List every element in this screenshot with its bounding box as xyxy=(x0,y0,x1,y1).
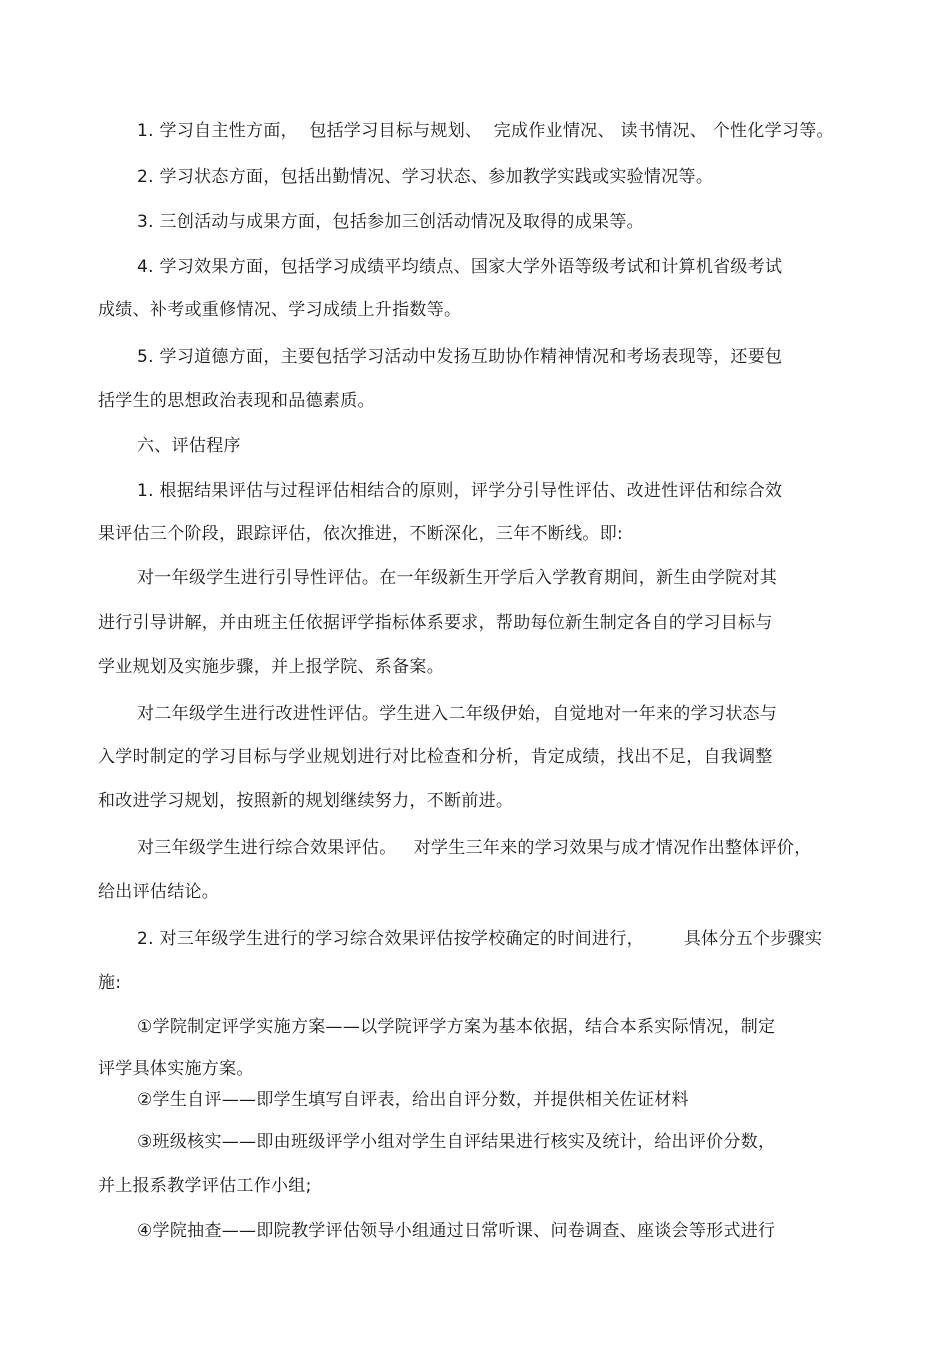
step-1-continuation: 评学具体实施方案。 xyxy=(98,1059,254,1079)
year-1-line: 对一年级学生进行引导性评估。在一年级新生开学后入学教育期间，新生由学院对其 xyxy=(137,568,778,588)
step-2-line: ②学生自评——即学生填写自评表，给出自评分数，并提供相关佐证材料 xyxy=(137,1090,689,1110)
item-4-line: 4. 学习效果方面，包括学习成绩平均绩点、国家大学外语等级考试和计算机省级考试 xyxy=(137,257,783,277)
item-5-line: 5. 学习道德方面，主要包括学习活动中发扬互助协作精神情况和考场表现等，还要包 xyxy=(137,347,783,367)
procedure-2-line: 2. 对三年级学生进行的学习综合效果评估按学校确定的时间进行， 具体分五个步骤实 xyxy=(137,929,823,949)
item-1-line: 1. 学习自主性方面， 包括学习目标与规划、 完成作业情况、 读书情况、 个性化学习等。 xyxy=(137,121,834,141)
section-heading: 六、评估程序 xyxy=(137,436,241,456)
item-5-continuation: 括学生的思想政治表现和品德素质。 xyxy=(98,391,375,411)
procedure-2-continuation: 施: xyxy=(98,973,122,993)
step-1-line: ①学院制定评学实施方案——以学院评学方案为基本依据，结合本系实际情况，制定 xyxy=(137,1017,776,1037)
procedure-1-line: 1. 根据结果评估与过程评估相结合的原则，评学分引导性评估、改进性评估和综合效 xyxy=(137,481,783,501)
step-3-continuation: 并上报系教学评估工作小组; xyxy=(98,1176,312,1196)
year-1-line-2: 进行引导讲解，并由班主任依据评学指标体系要求，帮助每位新生制定各自的学习目标与 xyxy=(98,613,773,633)
year-3-line: 对三年级学生进行综合效果评估。 对学生三年来的学习效果与成才情况作出整体评价， xyxy=(137,838,812,858)
year-1-line-3: 学业规划及实施步骤，并上报学院、系备案。 xyxy=(98,657,444,677)
item-3-line: 3. 三创活动与成果方面，包括参加三创活动情况及取得的成果等。 xyxy=(137,212,644,232)
item-2-line: 2. 学习状态方面，包括出勤情况、学习状态、参加教学实践或实验情况等。 xyxy=(137,167,714,187)
item-4-continuation: 成绩、补考或重修情况、学习成绩上升指数等。 xyxy=(98,300,462,320)
year-2-line-2: 入学时制定的学习目标与学业规划进行对比检查和分析，肯定成绩，找出不足，自我调整 xyxy=(98,747,773,767)
year-2-line: 对二年级学生进行改进性评估。学生进入二年级伊始，自觉地对一年来的学习状态与 xyxy=(137,704,778,724)
step-3-line: ③班级核实——即由班级评学小组对学生自评结果进行核实及统计，给出评价分数， xyxy=(137,1132,776,1152)
year-3-line-2: 给出评估结论。 xyxy=(98,882,220,902)
year-2-line-3: 和改进学习规划，按照新的规划继续努力，不断前进。 xyxy=(98,791,514,811)
procedure-1-continuation: 果评估三个阶段，跟踪评估，依次推进，不断深化，三年不断线。即: xyxy=(98,524,624,544)
step-4-line: ④学院抽查——即院教学评估领导小组通过日常听课、问卷调查、座谈会等形式进行 xyxy=(137,1221,776,1241)
